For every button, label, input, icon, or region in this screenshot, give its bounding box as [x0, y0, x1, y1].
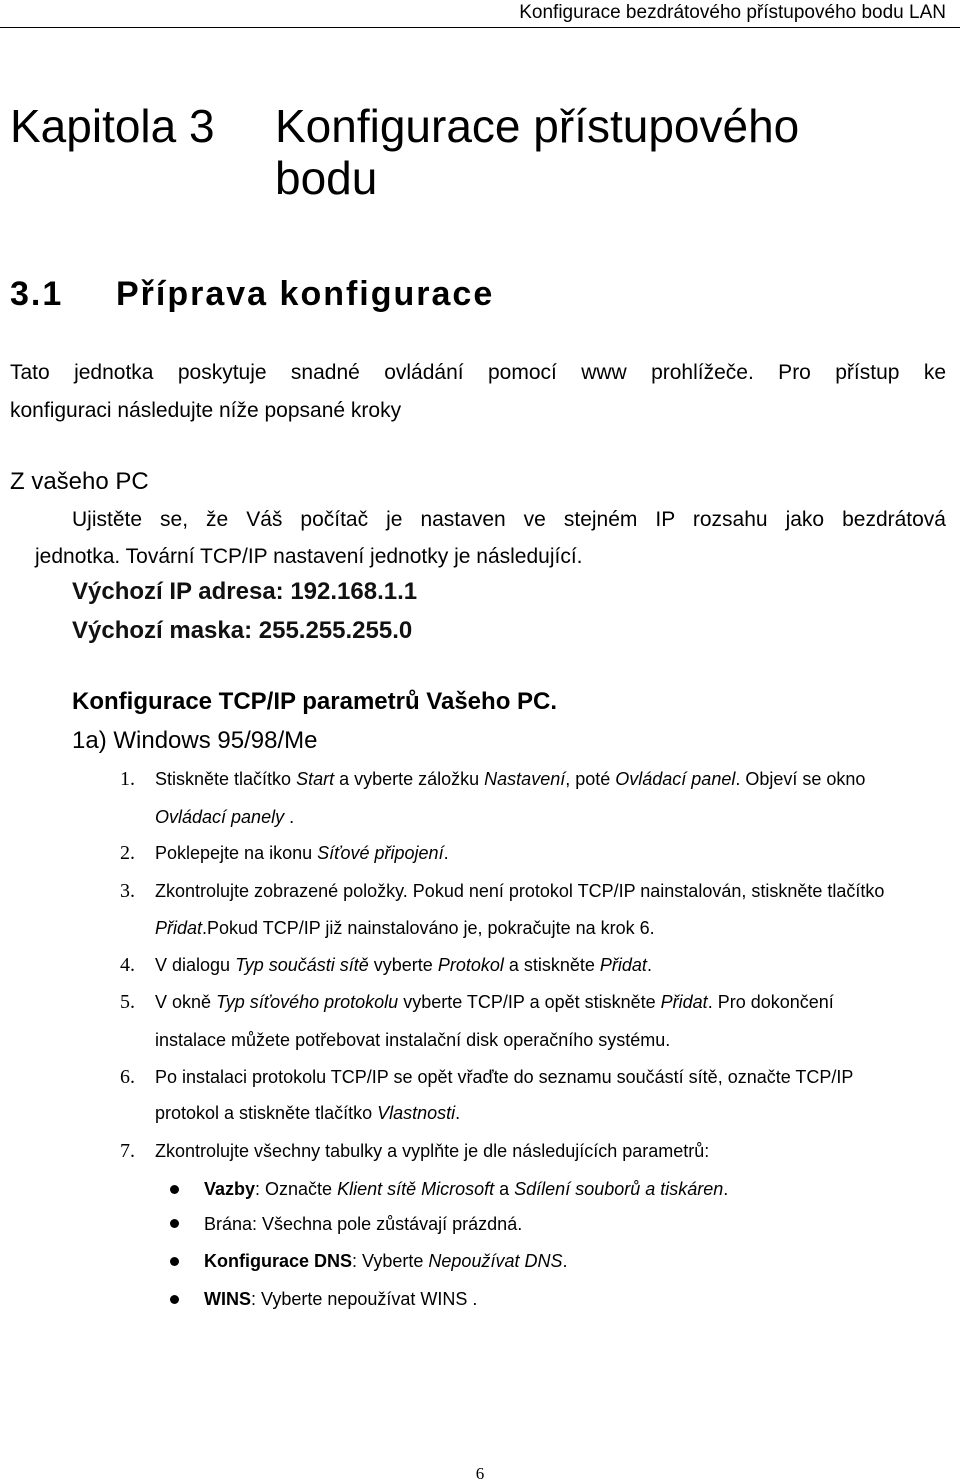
step-text: V okně Typ síťového protokolu vyberte TCP/IP a opět stiskněte Přidat. Pro dokončení [155, 992, 834, 1012]
step-text: Stiskněte tlačítko Start a vyberte záložku Nastavení, poté Ovládací panel. Objeví se okno [155, 769, 866, 789]
step-text-continued: Ovládací panely . [155, 807, 295, 827]
step-number: 7. [120, 1140, 135, 1162]
bullet-item: WINS: Vyberte nepoužívat WINS . [204, 1289, 478, 1309]
bullet-icon [170, 1219, 179, 1228]
step-text: Poklepejte na ikonu Síťové připojení. [155, 843, 449, 863]
bullet-icon [170, 1295, 179, 1304]
section-number: 3.1 [10, 275, 64, 313]
step-number: 1. [120, 768, 135, 790]
windows-heading: 1a) Windows 95/98/Me [72, 727, 318, 754]
section-title: Příprava konfigurace [116, 275, 495, 313]
step-number: 4. [120, 954, 135, 976]
step-number: 5. [120, 991, 135, 1013]
step-text-continued: Přidat.Pokud TCP/IP již nainstalováno je, pokračujte na krok 6. [155, 918, 655, 938]
bullet-icon [170, 1185, 179, 1194]
bullet-icon [170, 1257, 179, 1266]
chapter-label: Kapitola 3 [10, 100, 215, 152]
page-number: 6 [475, 1464, 485, 1483]
ensure-paragraph-continued: jednotka. Tovární TCP/IP nastavení jednotky je následující. [35, 545, 583, 568]
step-number: 6. [120, 1066, 135, 1088]
from-pc-heading: Z vašeho PC [10, 468, 149, 495]
tcpip-config-heading: Konfigurace TCP/IP parametrů Vašeho PC. [72, 688, 558, 715]
intro-paragraph-continued: konfiguraci následujte níže popsané kroky [10, 399, 402, 422]
default-ip-address: Výchozí IP adresa: 192.168.1.1 [72, 578, 418, 605]
step-text-continued: instalace můžete potřebovat instalační disk operačního systému. [155, 1030, 671, 1050]
running-header: Konfigurace bezdrátového přístupového bodu LAN [519, 2, 946, 23]
step-text-continued: protokol a stiskněte tlačítko Vlastnosti. [155, 1103, 461, 1123]
bullet-item: Konfigurace DNS: Vyberte Nepoužívat DNS. [204, 1251, 568, 1271]
bullet-item: Brána: Všechna pole zůstávají prázdná. [204, 1214, 523, 1234]
step-text: Zkontrolujte zobrazené položky. Pokud není protokol TCP/IP nainstalován, stiskněte tlačítko [155, 881, 885, 901]
header-rule [0, 27, 960, 28]
step-number: 2. [120, 842, 135, 864]
bullet-item: Vazby: Označte Klient sítě Microsoft a Sdílení souborů a tiskáren. [204, 1179, 729, 1199]
step-text: V dialogu Typ součásti sítě vyberte Protokol a stiskněte Přidat. [155, 955, 652, 975]
default-subnet-mask: Výchozí maska: 255.255.255.0 [72, 617, 413, 644]
step-text: Zkontrolujte všechny tabulky a vyplňte je dle následujících parametrů: [155, 1141, 710, 1161]
intro-paragraph: Tato jednotka poskytuje snadné ovládání pomocí www prohlížeče. Pro přístup ke [10, 361, 946, 384]
step-text: Po instalaci protokolu TCP/IP se opět vřaďte do seznamu součástí sítě, označte TCP/IP [155, 1067, 854, 1087]
step-number: 3. [120, 880, 135, 902]
chapter-title-continued: bodu [275, 152, 378, 204]
ensure-paragraph: Ujistěte se, že Váš počítač je nastaven ve stejném IP rozsahu jako bezdrátová [72, 508, 946, 531]
chapter-title: Konfigurace přístupového [275, 100, 800, 152]
